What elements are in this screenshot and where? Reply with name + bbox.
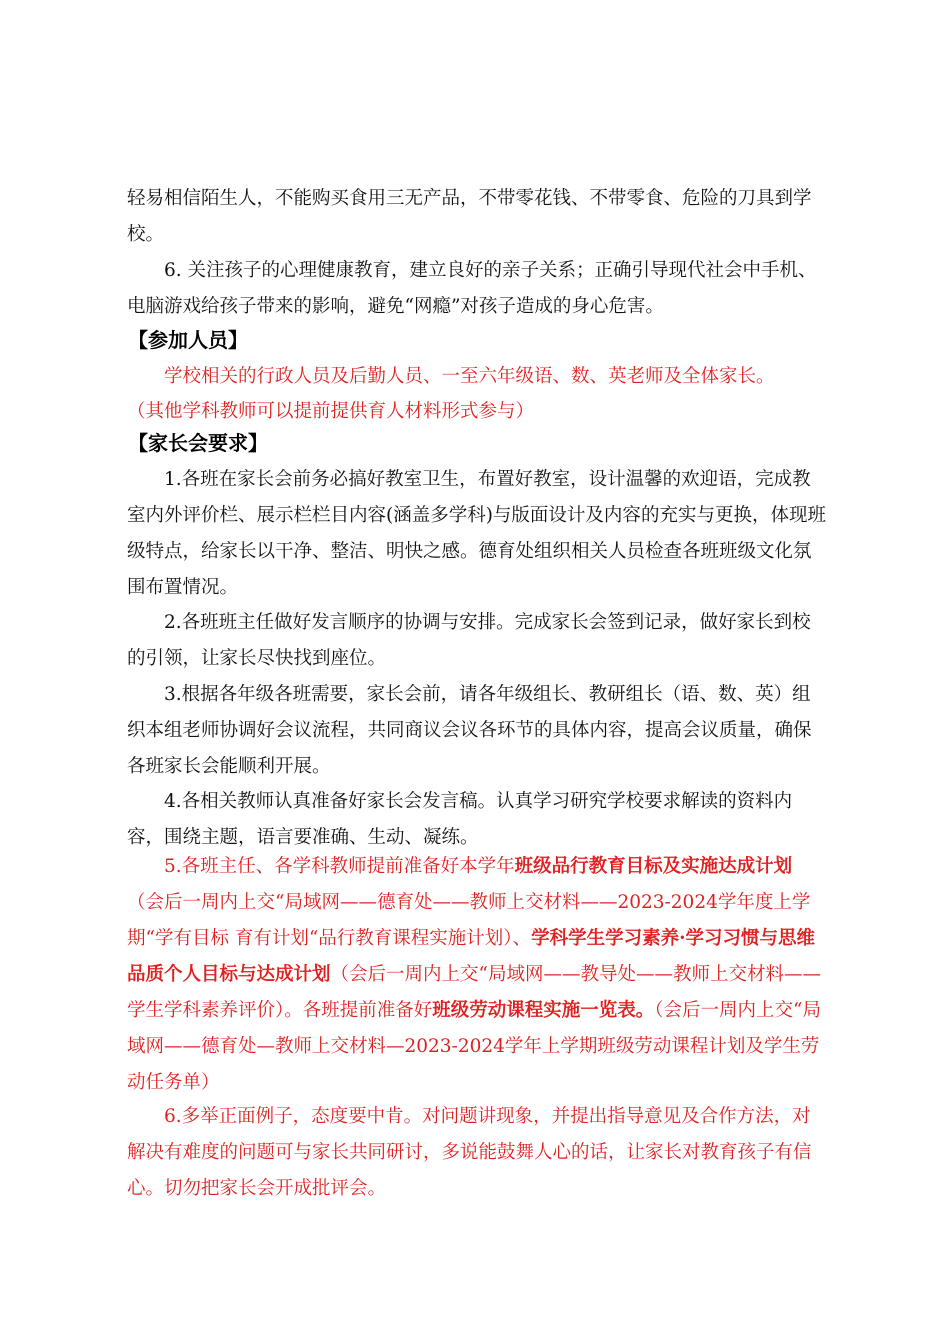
item-5-text-3: （会后一周内上交“局域网——教导处——教师上交材料——学生学科素养评价）。各班提前准备好	[127, 964, 821, 1021]
item-5-bold-2: 学科学生学习素养·学习习惯与思维品质个人目标与达成计划	[127, 928, 816, 985]
requirement-item-3: 3.根据各年级各班需要，家长会前，请各年级组长、教研组长（语、数、英）组织本组老师协调好会议流程，共同商议会议各环节的具体内容，提高会议质量，确保各班家长会能顺利开展。	[127, 684, 812, 777]
requirement-item-6: 6.多举正面例子，态度要中肯。对问题讲现象，并提出指导意见及合作方法，对解决有难度的问题可与家长共同研讨，多说能鼓舞人心的话，让家长对教育孩子有信心。切勿把家长会开成批评会。	[127, 1106, 812, 1199]
requirement-item-5	[127, 849, 827, 1101]
requirements-heading: 【家长会要求】	[128, 431, 268, 455]
item-5-text-1: 5.各班主任、各学科教师提前准备好本学年	[164, 856, 515, 877]
item-5-bold-1: 班级品行教育目标及实施达成计划	[514, 856, 793, 877]
requirement-item-2: 2.各班班主任做好发言顺序的协调与安排。完成家长会签到记录，做好家长到校的引领，让家长尽快找到座位。	[127, 612, 811, 669]
participants-line-2: （其他学科教师可以提前提供育人材料形式参与）	[127, 401, 535, 422]
requirement-item-1: 1.各班在家长会前务必搞好教室卫生，布置好教室，设计温馨的欢迎语，完成教室内外评价栏、展示栏栏目内容(涵盖多学科)与版面设计及内容的充实与更换，体现班级特点，给家长以干净、整洁、明快之感。德育处组织相关人员检查各班班级文化氛围布置情况。	[127, 469, 826, 598]
participants-line-1: 学校相关的行政人员及后勤人员、一至六年级语、数、英老师及全体家长。	[164, 366, 775, 387]
requirement-item-4: 4.各相关教师认真准备好家长会发言稿。认真学习研究学校要求解读的资料内容，围绕主题，语言要准确、生动、凝练。	[127, 791, 793, 848]
intro-continuation: 轻易相信陌生人，不能购买食用三无产品，不带零花钱、不带零食、危险的刀具到学校。	[127, 188, 812, 245]
participants-heading: 【参加人员】	[128, 328, 248, 352]
item-5-text-4: （会后一周内上交“局域网——德育处—教师上交材料—2023-2024学年上学期班级劳动课程计划及学生劳动任务单）	[127, 1000, 821, 1093]
item-5-text-2: （会后一周内上交“局域网——德育处——教师上交材料——2023-2024学年度上学期“学有目标 育有计划“品行教育课程实施计划）、	[127, 892, 811, 949]
intro-item-6: 6. 关注孩子的心理健康教育，建立良好的亲子关系；正确引导现代社会中手机、电脑游戏给孩子带来的影响，避免“网瘾”对孩子造成的身心危害。	[127, 260, 817, 317]
item-5-bold-3: 班级劳动课程实施一览表。	[432, 1000, 655, 1021]
